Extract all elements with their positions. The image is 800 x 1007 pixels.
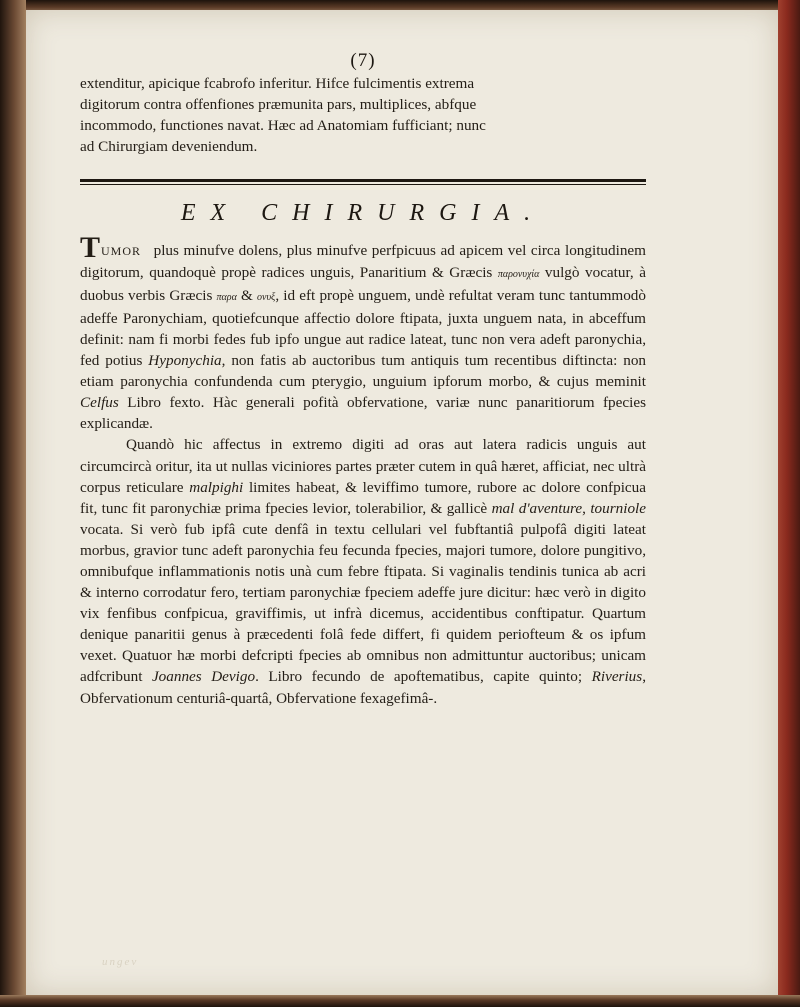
divider-thin-rule [80, 184, 646, 185]
intro-paragraph [80, 73, 646, 157]
text-run: plus minufve dolens, plus minufve perfpicuus ad apicem vel circa longitudinem digitorum, quandoquè propè radices unguis, Panaritium & Græcis [80, 241, 646, 281]
italic-term: tourniole [590, 499, 647, 517]
text-run: , Obfervationum centuriâ-quartâ, Obfervatione fexagefimâ-. [80, 668, 646, 707]
drop-cap: T [80, 230, 101, 264]
italic-term: mal d'aventure [491, 499, 583, 517]
greek-word: ονυξ [257, 291, 276, 303]
intro-line: ad Chirurgiam deveniendum. [80, 138, 258, 156]
binding-left-edge [0, 0, 26, 1007]
text-run: . Libro fecundo de apoftematibus, capite quinto; [255, 668, 592, 686]
text-run: vocata. Si verò fub ipfâ cute denfâ in textu cellulari vel fubftantiâ pulpofâ digiti lateat morbus, gravior tunc adeft paronychia feu fecunda fpecies, majori tumore, dolore pungitivo, omnibufque inflammationis notis unà cum febre ftipata. Si vaginalis tendinis tunica ab acri & interno corrodatur fero, tertiam paronychiæ fpeciem adeffe jure dicitur: hæc verò in digito vix fenfibus confpicua, graviffimis, ut infrà dicemus, accidentibus conftipatur. Quartum denique panaritii genus à præcedenti folâ fede differt, fi quidem periofteum & os ipfum vexet. Quatuor hæ morbi defcripti fpecies ab omnibus non admittuntur auctoribus; unicam adfcribunt [80, 520, 646, 686]
binding-bottom-edge [0, 995, 800, 1007]
text-run: limites habeat, & leviffimo tumore, rubore ac dolore confpicua fit, tunc fit paronychiæ prima fpecies levior, tolerabilior, & gallicè [80, 478, 646, 517]
paragraph-quando [80, 434, 646, 708]
paragraph-tumor [80, 230, 647, 435]
italic-term: Hyponychia [148, 352, 222, 370]
text-run: vulgò vocatur, à duobus verbis Græcis [80, 263, 646, 304]
binding-right-edge [778, 0, 800, 1007]
italic-term: malpighi [189, 478, 244, 496]
faint-bleedthrough-text: ungev [102, 956, 139, 968]
book-page [26, 10, 778, 995]
text-run: , [582, 499, 591, 517]
text-run: & [236, 286, 257, 304]
text-run: Libro fexto. Hàc generali pofità obfervatione, variæ nunc panaritiorum fpecies explicandæ. [80, 394, 646, 433]
greek-word: παρα [216, 291, 237, 303]
intro-line: incommodo, functiones navat. Hæc ad Anatomiam fufficiant; nunc [80, 117, 486, 135]
italic-author: Celfus [80, 394, 119, 412]
italic-author: Joannes Devigo [151, 668, 256, 686]
text-run: , non fatis ab auctoribus tum antiquis tum recentibus diftincta: non etiam paronychia confundenda cum pterygio, unguium ipforum morbo, & cujus meminit [80, 352, 647, 391]
section-title: EX CHIRURGIA. [180, 200, 546, 227]
intro-line: extenditur, apicique fcabrofo inferitur. Hifce fulcimentis extrema [80, 75, 475, 93]
section-divider [80, 179, 646, 185]
text-run: , id eft propè unguem, undè refultat veram tunc tantummodò adeffe Paronychiam, quotiefcunque affectio dolore ftipata, juxta unguem nata, in abceffum definit: nam fi morbi fedes fub ipfo ungue aut radice lateat, tunc non vera adeft paronychia, fed potius [80, 286, 646, 370]
italic-author: Riverius [591, 668, 643, 686]
greek-word: παρονυχία [497, 268, 540, 280]
page-number: (7) [350, 50, 376, 71]
smallcaps-word: UMOR [101, 243, 142, 258]
text-run: Quandò hic affectus in extremo digiti ad oras aut latera radicis unguis aut circumcircà oritur, ita ut nullas viciniores partes præter cutem in quâ hæret, afficiat, nec ultrà corpus reticulare [80, 436, 646, 496]
page-content [80, 50, 646, 709]
intro-line: digitorum contra offenfiones præmunita pars, multiplices, abfque [80, 96, 477, 114]
divider-thick-rule [80, 179, 646, 182]
